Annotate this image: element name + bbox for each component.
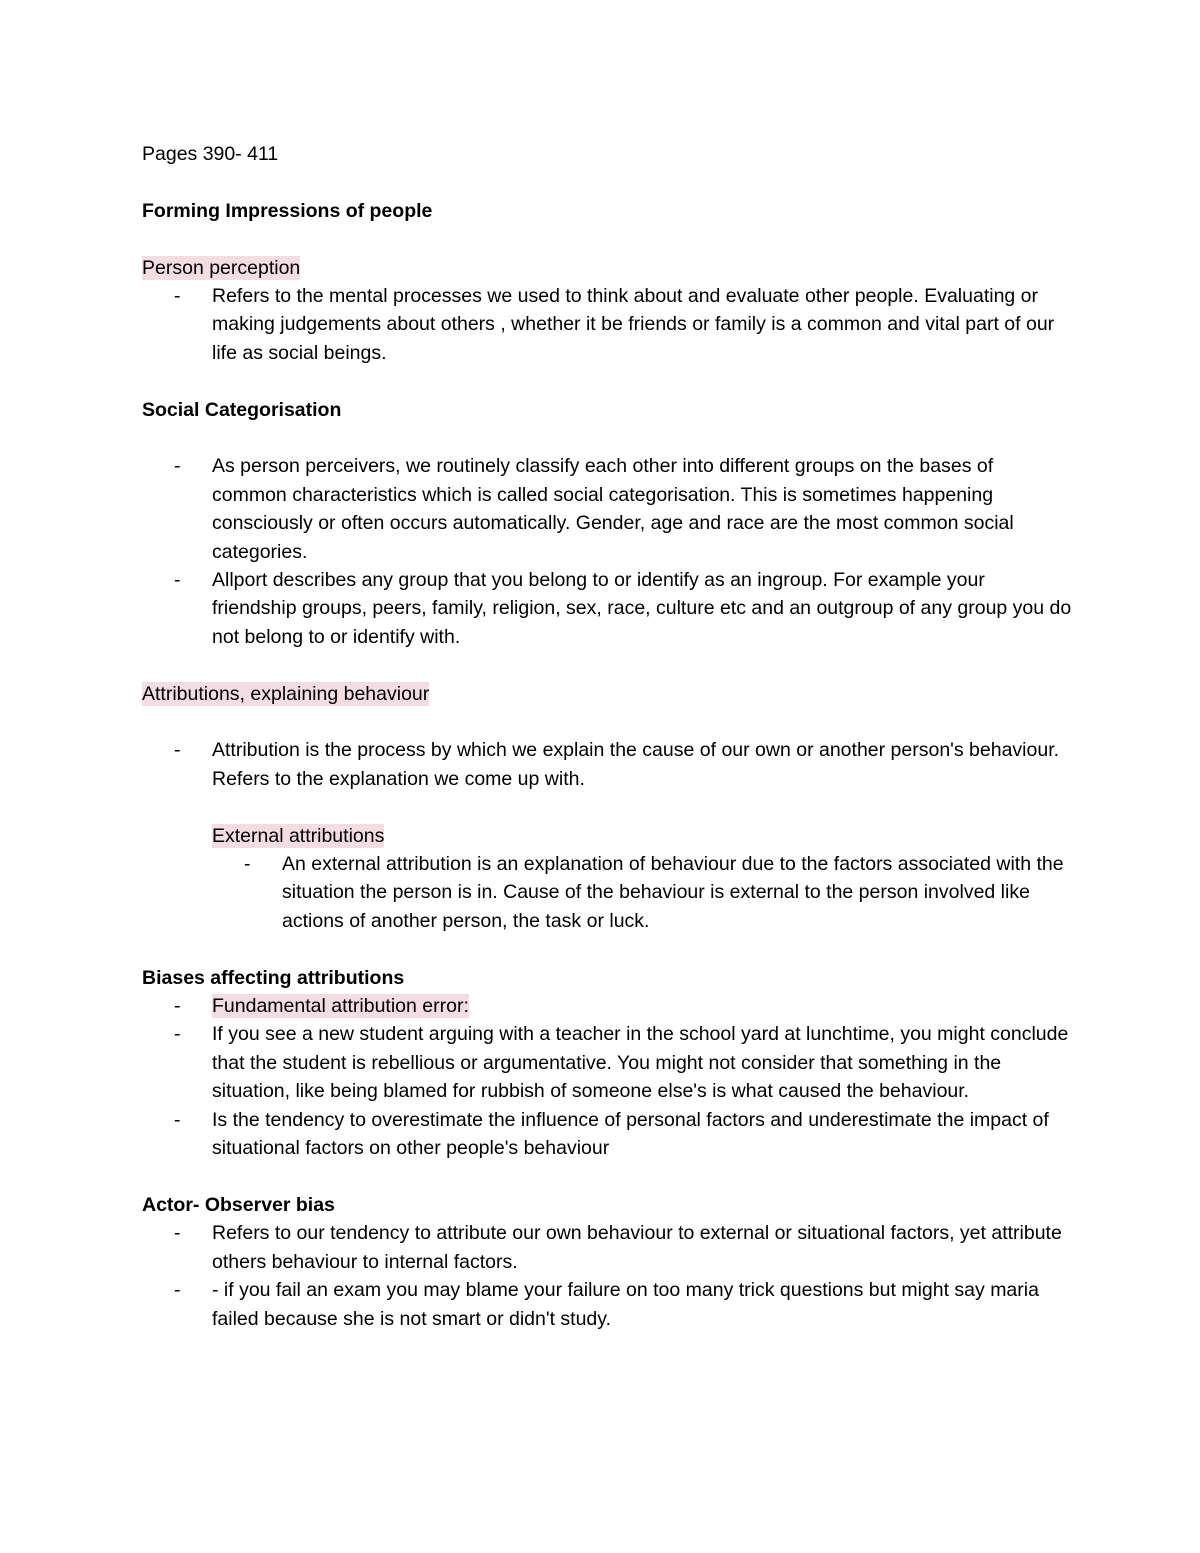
highlight-attributions: Attributions, explaining behaviour <box>142 682 430 705</box>
bullet-dash: - <box>174 1023 181 1046</box>
bullet-dash: - <box>174 1108 181 1131</box>
list-item <box>142 850 1072 935</box>
bullet-text: Refers to the mental processes we used to think about and evaluate other people. Evaluating or making judgements about others , whether it be friends or family is a common and vital part of our life as social beings. <box>212 285 1055 364</box>
bullet-dash: - <box>174 285 181 307</box>
bullet-text: Attribution is the process by which we explain the cause of our own or another person's behaviour. Refers to the explanation we come up with. <box>212 739 1060 790</box>
bullet-text: If you see a new student arguing with a teacher in the school yard at lunchtime, you might conclude that the student is rebellious or argumentative. You might not consider that something in the situation, like being blamed for rubbish of someone else's is what caused the behaviour. <box>212 1023 1069 1103</box>
bullet-dash: - <box>174 995 181 1018</box>
list-item <box>142 1106 1072 1163</box>
bullet-text: As person perceivers, we routinely classify each other into different groups on the bases of common characteristics which is called social categorisation. This is sometimes happening consciously or often occurs automatically. Gender, age and race are the most common social categories. <box>212 455 1014 563</box>
list-item <box>142 1020 1072 1105</box>
bullet-dash: - <box>174 1279 181 1302</box>
heading-forming-impressions: Forming Impressions of people <box>142 199 433 222</box>
bullet-text: Allport describes any group that you belong to or identify as an ingroup. For example your friendship groups, peers, family, religion, sex, race, culture etc and an outgroup of any group you do not belong to or identify with. <box>212 569 1072 648</box>
highlight-person-perception: Person perception <box>142 256 301 279</box>
bullet-dash: - <box>174 569 181 592</box>
bullet-dash: - <box>174 1222 181 1245</box>
highlight-external-attributions: External attributions <box>212 824 385 847</box>
list-item <box>142 992 1072 1020</box>
bullet-dash: - <box>244 853 251 876</box>
list-item <box>142 452 1072 566</box>
bullet-text: An external attribution is an explanation of behaviour due to the factors associated with the situation the person is in. Cause of the behaviour is external to the person involved like actions of another person, the task or luck. <box>282 853 1064 932</box>
list-item <box>142 566 1072 651</box>
list-item <box>142 1219 1072 1276</box>
highlight-fundamental-attribution-error: Fundamental attribution error: <box>212 995 469 1018</box>
document-body <box>142 140 1072 1333</box>
bullet-dash: - <box>174 455 181 478</box>
list-item <box>142 1276 1072 1333</box>
list-item <box>142 282 1072 367</box>
list-item <box>142 736 1072 793</box>
bullet-text: - if you fail an exam you may blame your failure on too many trick questions but might say maria failed because she is not smart or didn't study. <box>212 1279 1039 1330</box>
bullet-dash: - <box>174 739 181 762</box>
bullet-text: Refers to our tendency to attribute our own behaviour to external or situational factors, yet attribute others behaviour to internal factors. <box>212 1222 1062 1273</box>
page-range: Pages 390- 411 <box>142 143 279 165</box>
bullet-text: Is the tendency to overestimate the influence of personal factors and underestimate the impact of situational factors on other people's behaviour <box>212 1108 1049 1160</box>
heading-biases: Biases affecting attributions <box>142 966 405 989</box>
heading-social-categorisation: Social Categorisation <box>142 398 342 421</box>
heading-actor-observer: Actor- Observer bias <box>142 1193 335 1216</box>
